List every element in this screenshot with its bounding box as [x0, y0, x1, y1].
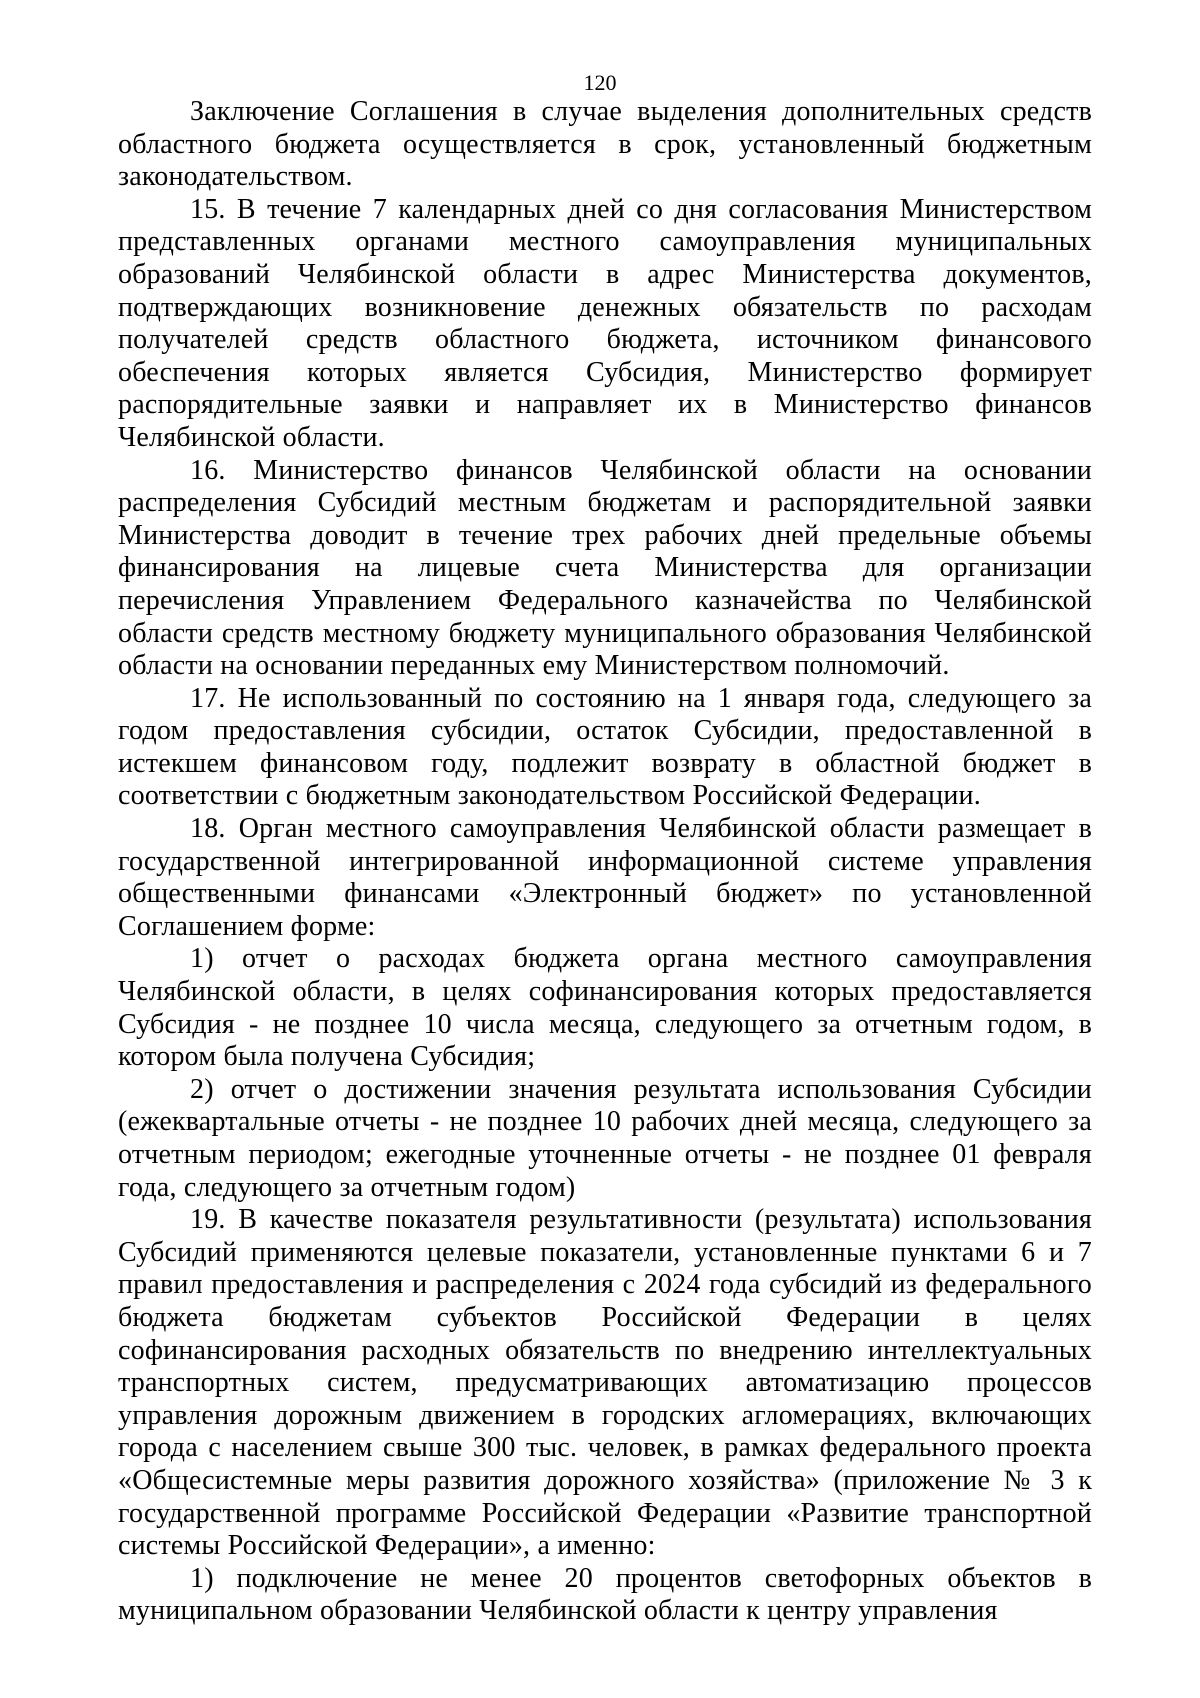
document-body [118, 96, 1092, 1628]
paragraph-19-item-1: 1) подключение не менее 20 процентов светофорных объектов в муниципальном образовании Челябинской области к центру управления [118, 1562, 1092, 1627]
paragraph-18-item-1: 1) отчет о расходах бюджета органа местного самоуправления Челябинской области, в целях софинансирования которых предоставляется Субсидия - не позднее 10 числа месяца, следующего за отчетным годом, в котором была получена Субсидия; [118, 943, 1092, 1073]
paragraph-18: 18. Орган местного самоуправления Челябинской области размещает в государственной интегрированной информационной системе управления общественными финансами «Электронный бюджет» по установленной Соглашением форме: [118, 813, 1092, 942]
paragraph-15: 15. В течение 7 календарных дней со дня согласования Министерством представленных органами местного самоуправления муниципальных образований Челябинской области в адрес Министерства документов, подтверждающих возникновение денежных обязательств по расходам получателей средств областного бюджета, источником финансового обеспечения которых является Субсидия, Министерство формирует распорядительные заявки и направляет их в Министерство финансов Челябинской области. [118, 193, 1092, 453]
paragraph-intro: Заключение Соглашения в случае выделения дополнительных средств областного бюджета осуществляется в срок, установленный бюджетным законодательством. [118, 96, 1092, 193]
paragraph-16: 16. Министерство финансов Челябинской области на основании распределения Субсидий местным бюджетам и распорядительной заявки Министерства доводит в течение трех рабочих дней предельные объемы финансирования на лицевые счета Министерства для организации перечисления Управлением Федерального казначейства по Челябинской области средств местному бюджету муниципального образования Челябинской области на основании переданных ему Министерством полномочий. [118, 454, 1092, 682]
paragraph-18-item-2: 2) отчет о достижении значения результата использования Субсидии (ежеквартальные отчеты - не позднее 10 рабочих дней месяца, следующего за отчетным периодом; ежегодные уточненные отчеты - не позднее 01 февраля года, следующего за отчетным годом) [118, 1073, 1092, 1203]
page-number: 120 [583, 70, 617, 95]
paragraph-19: 19. В качестве показателя результативности (результата) использования Субсидий применяются целевые показатели, установленные пунктами 6 и 7 правил предоставления и распределения с 2024 года субсидий из федерального бюджета бюджетам субъектов Российской Федерации в целях софинансирования расходных обязательств по внедрению интеллектуальных транспортных систем, предусматривающих автоматизацию процессов управления дорожным движением в городских агломерациях, включающих города с населением свыше 300 тыс. человек, в рамках федерального проекта «Общесистемные меры развития дорожного хозяйства» (приложение № 3 к государственной программе Российской Федерации «Развитие транспортной системы Российской Федерации», а именно: [118, 1204, 1092, 1562]
paragraph-17: 17. Не использованный по состоянию на 1 января года, следующего за годом предоставления субсидии, остаток Субсидии, предоставленной в истекшем финансовом году, подлежит возврату в областной бюджет в соответствии с бюджетным законодательством Российской Федерации. [118, 682, 1092, 812]
